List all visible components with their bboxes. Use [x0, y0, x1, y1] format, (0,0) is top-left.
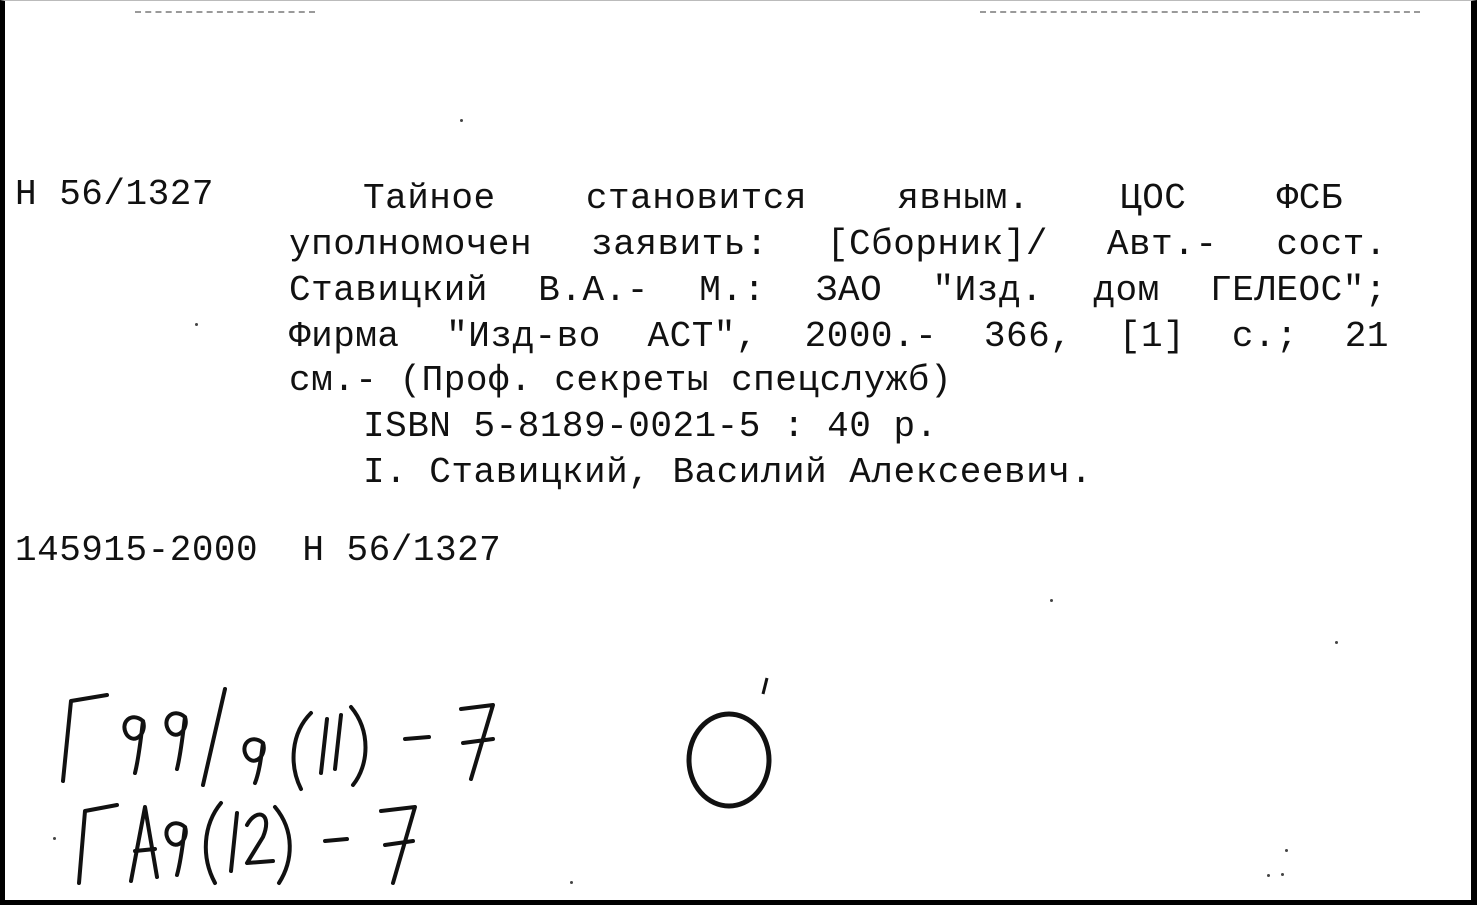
speck [570, 881, 573, 884]
description-word: уполномочен [289, 224, 533, 265]
description-word: "Изд-во [446, 316, 601, 357]
description-word: 2000.- [804, 316, 938, 357]
top-dash-left [135, 11, 315, 16]
title-word: явным. [897, 178, 1030, 219]
description-word: Авт.- [1106, 224, 1218, 265]
description-word: В.А.- [538, 270, 649, 311]
accession-footer: 145915-2000 Н 56/1327 [15, 530, 502, 571]
title-word: ФСБ [1276, 178, 1343, 219]
isbn-line: ISBN 5-8189-0021-5 : 40 р. [363, 406, 938, 447]
description-line-3 [289, 270, 1387, 311]
description-word: ГЕЛЕОС"; [1210, 270, 1387, 311]
description-line-4 [289, 316, 1389, 357]
title-line [363, 178, 1343, 219]
description-word: дом [1093, 270, 1160, 311]
title-word: становится [585, 178, 807, 219]
description-word: "Изд. [932, 270, 1044, 311]
description-word: Ставицкий [289, 270, 488, 311]
description-word: с.; [1231, 316, 1299, 357]
speck [1050, 599, 1053, 602]
description-word: М.: [699, 270, 766, 311]
description-word: 21 [1344, 316, 1389, 357]
description-word: 366, [983, 316, 1073, 357]
title-word: Тайное [363, 178, 496, 219]
speck [1285, 849, 1288, 852]
speck [1267, 874, 1270, 877]
series-line: см.- (Проф. секреты спецслужб) [289, 360, 953, 401]
top-dash-right [980, 11, 1420, 16]
shelf-mark: Н 56/1327 [15, 174, 214, 215]
circle-mark-icon [685, 676, 795, 816]
tracing-line: I. Ставицкий, Василий Алексеевич. [363, 452, 1093, 493]
title-word: ЦОС [1120, 178, 1187, 219]
description-word: [1] [1118, 316, 1186, 357]
description-line-2 [289, 224, 1387, 265]
handwritten-shelf-notation [35, 661, 515, 891]
speck [460, 119, 463, 122]
description-word: АСТ", [647, 316, 759, 357]
speck [1281, 873, 1284, 876]
description-word: сост. [1276, 224, 1387, 265]
description-word: [Сборник]/ [826, 224, 1048, 265]
speck [195, 323, 198, 326]
speck [1335, 641, 1338, 644]
description-word: Фирма [289, 316, 400, 357]
description-word: заявить: [591, 224, 768, 265]
description-word: ЗАО [815, 270, 883, 311]
